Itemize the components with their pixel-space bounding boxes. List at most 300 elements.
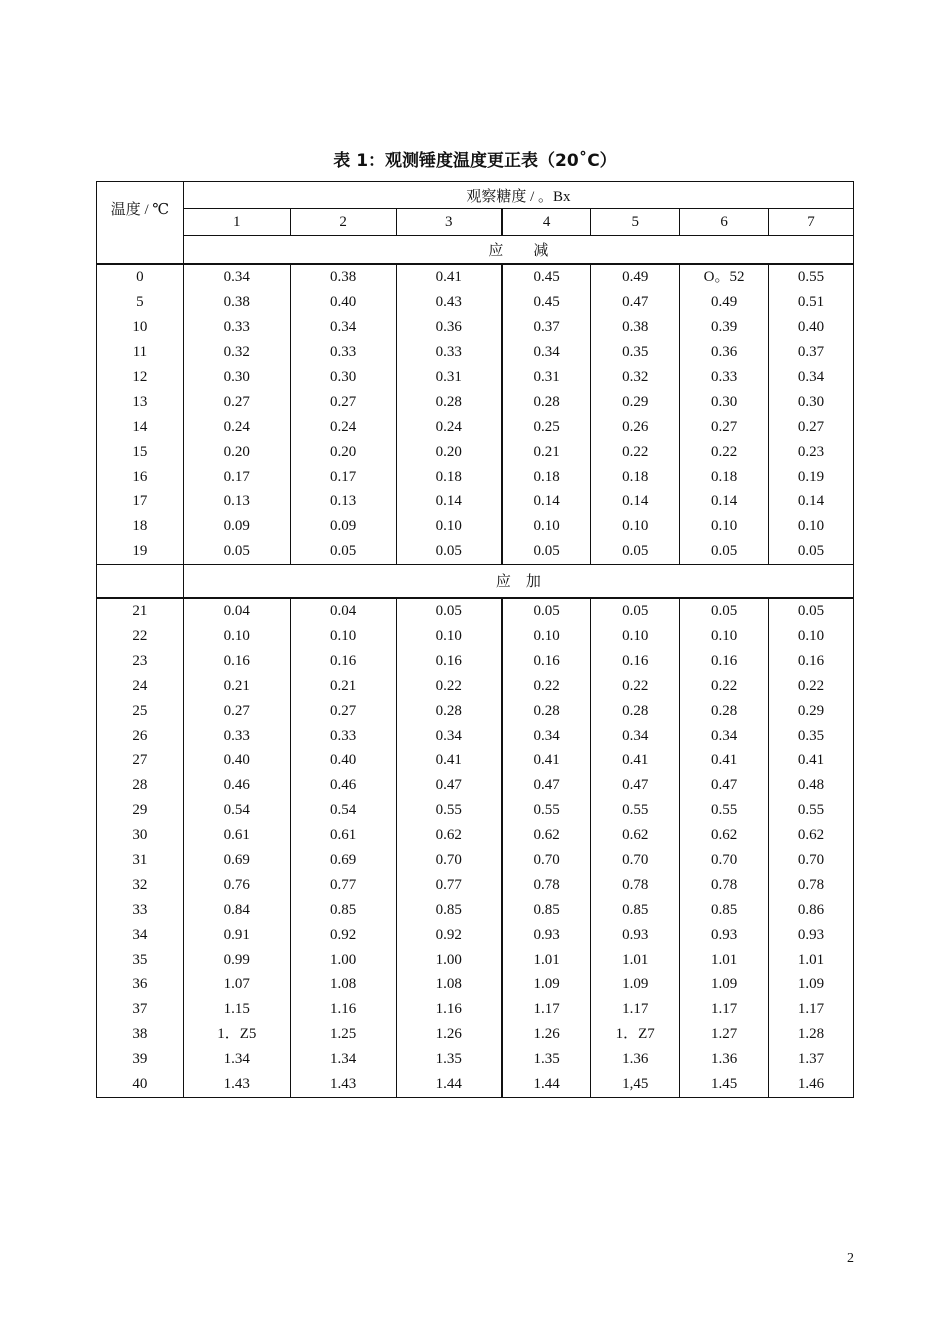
value-cell: 1.35 xyxy=(502,1047,591,1072)
value-cell: 0.70 xyxy=(396,848,502,873)
value-cell: 0.18 xyxy=(591,464,680,489)
value-cell: 1.00 xyxy=(396,947,502,972)
value-cell: 0.13 xyxy=(183,489,290,514)
section-label: 应 减 xyxy=(183,236,853,265)
value-cell: 0.31 xyxy=(502,365,591,390)
value-cell: 0.47 xyxy=(396,773,502,798)
value-cell: 1.01 xyxy=(680,947,769,972)
value-cell: 0.62 xyxy=(502,823,591,848)
value-cell: 0.62 xyxy=(591,823,680,848)
value-cell: 1.09 xyxy=(591,972,680,997)
value-cell: 0.05 xyxy=(290,539,396,564)
value-cell: 0.70 xyxy=(502,848,591,873)
value-cell: 0.05 xyxy=(769,598,854,624)
value-cell: 0.38 xyxy=(290,264,396,290)
value-cell: 0.31 xyxy=(396,365,502,390)
value-cell: 0.04 xyxy=(183,598,290,624)
value-cell: 1.34 xyxy=(290,1047,396,1072)
value-cell: 0.45 xyxy=(502,290,591,315)
value-cell: 0.21 xyxy=(502,439,591,464)
value-cell: 0.14 xyxy=(502,489,591,514)
value-cell: 0.27 xyxy=(680,414,769,439)
value-cell: 0.04 xyxy=(290,598,396,624)
value-cell: 0.35 xyxy=(769,723,854,748)
value-cell: 0.24 xyxy=(183,414,290,439)
value-cell: 1.27 xyxy=(680,1022,769,1047)
table-row xyxy=(97,365,854,390)
section-header-row xyxy=(97,564,854,598)
value-cell: 0.27 xyxy=(183,389,290,414)
value-cell: 0.17 xyxy=(183,464,290,489)
value-cell: 0.85 xyxy=(591,897,680,922)
value-cell: 1.09 xyxy=(680,972,769,997)
column-header: 4 xyxy=(502,209,591,236)
value-cell: 0.41 xyxy=(769,748,854,773)
value-cell: 0.10 xyxy=(680,514,769,539)
value-cell: 0.46 xyxy=(183,773,290,798)
value-cell: 0.34 xyxy=(769,365,854,390)
value-cell: 1.16 xyxy=(396,997,502,1022)
value-cell: 0.28 xyxy=(502,698,591,723)
temperature-cell: 24 xyxy=(97,673,184,698)
value-cell: 0.16 xyxy=(396,648,502,673)
table-row xyxy=(97,823,854,848)
value-cell: 0.69 xyxy=(290,848,396,873)
temperature-cell: 37 xyxy=(97,997,184,1022)
value-cell: 1.16 xyxy=(290,997,396,1022)
table-row xyxy=(97,598,854,624)
brix-header: 观察糖度 / 。Bx xyxy=(183,182,853,209)
value-cell: 0.70 xyxy=(769,848,854,873)
value-cell: 1.09 xyxy=(769,972,854,997)
column-header: 7 xyxy=(769,209,854,236)
value-cell: 0.49 xyxy=(680,290,769,315)
value-cell: 1.37 xyxy=(769,1047,854,1072)
value-cell: 0.55 xyxy=(769,264,854,290)
value-cell: 0.16 xyxy=(183,648,290,673)
table-row xyxy=(97,414,854,439)
value-cell: 0.10 xyxy=(502,624,591,649)
value-cell: 0.10 xyxy=(502,514,591,539)
value-cell: 0.27 xyxy=(290,698,396,723)
value-cell: 0.93 xyxy=(769,922,854,947)
value-cell: 0.78 xyxy=(680,872,769,897)
temperature-cell: 31 xyxy=(97,848,184,873)
value-cell: 0.55 xyxy=(680,798,769,823)
value-cell: 0.92 xyxy=(290,922,396,947)
value-cell: 0.84 xyxy=(183,897,290,922)
temperature-cell: 0 xyxy=(97,264,184,290)
temperature-cell: 23 xyxy=(97,648,184,673)
value-cell: 0.22 xyxy=(769,673,854,698)
value-cell: 0.34 xyxy=(290,315,396,340)
value-cell: 1.09 xyxy=(502,972,591,997)
value-cell: 0.55 xyxy=(396,798,502,823)
value-cell: 0.17 xyxy=(290,464,396,489)
table-row xyxy=(97,439,854,464)
value-cell: 0.27 xyxy=(290,389,396,414)
value-cell: 0.05 xyxy=(183,539,290,564)
value-cell: 0.41 xyxy=(396,748,502,773)
value-cell: 0.38 xyxy=(591,315,680,340)
value-cell: 0.22 xyxy=(591,673,680,698)
value-cell: 0.40 xyxy=(183,748,290,773)
value-cell: 0.78 xyxy=(591,872,680,897)
value-cell: 0.22 xyxy=(591,439,680,464)
value-cell: 0.40 xyxy=(290,748,396,773)
value-cell: 0.30 xyxy=(290,365,396,390)
value-cell: 1.08 xyxy=(396,972,502,997)
value-cell: 1.44 xyxy=(502,1072,591,1097)
value-cell: 1.17 xyxy=(769,997,854,1022)
temperature-cell: 34 xyxy=(97,922,184,947)
table-row xyxy=(97,514,854,539)
value-cell: 0.10 xyxy=(290,624,396,649)
table-row xyxy=(97,848,854,873)
value-cell: 0.43 xyxy=(396,290,502,315)
value-cell: 0.16 xyxy=(591,648,680,673)
value-cell: 0.91 xyxy=(183,922,290,947)
value-cell: O。52 xyxy=(680,264,769,290)
temperature-cell: 17 xyxy=(97,489,184,514)
value-cell: 0.20 xyxy=(396,439,502,464)
temperature-cell: 11 xyxy=(97,340,184,365)
value-cell: 0.46 xyxy=(290,773,396,798)
temperature-cell: 33 xyxy=(97,897,184,922)
table-row xyxy=(97,489,854,514)
value-cell: 0.29 xyxy=(591,389,680,414)
temperature-cell: 32 xyxy=(97,872,184,897)
value-cell: 0.14 xyxy=(680,489,769,514)
temperature-cell: 26 xyxy=(97,723,184,748)
temperature-cell: 35 xyxy=(97,947,184,972)
column-header: 5 xyxy=(591,209,680,236)
value-cell: 0.14 xyxy=(591,489,680,514)
value-cell: 0.30 xyxy=(769,389,854,414)
value-cell: 0.22 xyxy=(396,673,502,698)
section-blank-cell xyxy=(97,564,184,598)
value-cell: 0.99 xyxy=(183,947,290,972)
temperature-cell: 19 xyxy=(97,539,184,564)
header-row-top xyxy=(97,182,854,209)
value-cell: 1.46 xyxy=(769,1072,854,1097)
value-cell: 1.44 xyxy=(396,1072,502,1097)
value-cell: 0.10 xyxy=(591,624,680,649)
value-cell: 0.93 xyxy=(680,922,769,947)
value-cell: 0.26 xyxy=(591,414,680,439)
table-row xyxy=(97,972,854,997)
value-cell: 0.62 xyxy=(769,823,854,848)
value-cell: 0.14 xyxy=(396,489,502,514)
temperature-cell: 5 xyxy=(97,290,184,315)
value-cell: 1．Z5 xyxy=(183,1022,290,1047)
value-cell: 0.16 xyxy=(769,648,854,673)
value-cell: 1.36 xyxy=(680,1047,769,1072)
table-row xyxy=(97,624,854,649)
value-cell: 0.77 xyxy=(396,872,502,897)
value-cell: 0.85 xyxy=(290,897,396,922)
table-row xyxy=(97,290,854,315)
value-cell: 0.19 xyxy=(769,464,854,489)
value-cell: 1.00 xyxy=(290,947,396,972)
temperature-cell: 27 xyxy=(97,748,184,773)
value-cell: 0.78 xyxy=(769,872,854,897)
value-cell: 0.55 xyxy=(769,798,854,823)
value-cell: 0.47 xyxy=(502,773,591,798)
section-label: 应 加 xyxy=(183,564,853,598)
value-cell: 0.41 xyxy=(396,264,502,290)
value-cell: 0.41 xyxy=(680,748,769,773)
value-cell: 0.20 xyxy=(290,439,396,464)
value-cell: 0.05 xyxy=(591,539,680,564)
value-cell: 0.05 xyxy=(502,598,591,624)
value-cell: 0.47 xyxy=(680,773,769,798)
value-cell: 0.33 xyxy=(290,723,396,748)
value-cell: 1,45 xyxy=(591,1072,680,1097)
value-cell: 1.45 xyxy=(680,1072,769,1097)
column-header: 6 xyxy=(680,209,769,236)
value-cell: 0.69 xyxy=(183,848,290,873)
value-cell: 0.05 xyxy=(502,539,591,564)
value-cell: 1.17 xyxy=(591,997,680,1022)
table-row xyxy=(97,1072,854,1097)
value-cell: 0.70 xyxy=(591,848,680,873)
value-cell: 0.21 xyxy=(290,673,396,698)
temperature-cell: 14 xyxy=(97,414,184,439)
value-cell: 0.47 xyxy=(591,773,680,798)
value-cell: 0.61 xyxy=(290,823,396,848)
table-row xyxy=(97,673,854,698)
value-cell: 0.33 xyxy=(290,340,396,365)
value-cell: 1.01 xyxy=(591,947,680,972)
value-cell: 0.05 xyxy=(396,598,502,624)
value-cell: 0.18 xyxy=(680,464,769,489)
value-cell: 0.49 xyxy=(591,264,680,290)
value-cell: 0.77 xyxy=(290,872,396,897)
value-cell: 1.01 xyxy=(502,947,591,972)
temperature-cell: 13 xyxy=(97,389,184,414)
value-cell: 0.93 xyxy=(502,922,591,947)
value-cell: 1.34 xyxy=(183,1047,290,1072)
table-row xyxy=(97,947,854,972)
value-cell: 0.76 xyxy=(183,872,290,897)
value-cell: 0.27 xyxy=(769,414,854,439)
table-row xyxy=(97,264,854,290)
value-cell: 0.86 xyxy=(769,897,854,922)
value-cell: 0.25 xyxy=(502,414,591,439)
value-cell: 0.22 xyxy=(680,439,769,464)
value-cell: 0.09 xyxy=(290,514,396,539)
value-cell: 0.33 xyxy=(183,315,290,340)
value-cell: 1.01 xyxy=(769,947,854,972)
temperature-cell: 36 xyxy=(97,972,184,997)
value-cell: 0.55 xyxy=(591,798,680,823)
value-cell: 0.47 xyxy=(591,290,680,315)
value-cell: 0.61 xyxy=(183,823,290,848)
value-cell: 1.08 xyxy=(290,972,396,997)
temperature-cell: 29 xyxy=(97,798,184,823)
value-cell: 0.34 xyxy=(502,340,591,365)
value-cell: 0.33 xyxy=(396,340,502,365)
value-cell: 0.10 xyxy=(591,514,680,539)
temperature-cell: 12 xyxy=(97,365,184,390)
table-title: 表 1：观测锤度温度更正表（20˚C） xyxy=(333,151,617,171)
value-cell: 0.09 xyxy=(183,514,290,539)
table-row xyxy=(97,315,854,340)
value-cell: 0.85 xyxy=(396,897,502,922)
table-row xyxy=(97,872,854,897)
value-cell: 0.32 xyxy=(591,365,680,390)
table-row xyxy=(97,897,854,922)
temperature-cell: 18 xyxy=(97,514,184,539)
value-cell: 0.21 xyxy=(183,673,290,698)
value-cell: 1.35 xyxy=(396,1047,502,1072)
value-cell: 0.10 xyxy=(396,624,502,649)
value-cell: 0.05 xyxy=(680,539,769,564)
temperature-cell: 10 xyxy=(97,315,184,340)
value-cell: 0.54 xyxy=(183,798,290,823)
value-cell: 0.14 xyxy=(769,489,854,514)
value-cell: 0.38 xyxy=(183,290,290,315)
value-cell: 0.41 xyxy=(502,748,591,773)
table-row xyxy=(97,698,854,723)
value-cell: 0.93 xyxy=(591,922,680,947)
value-cell: 0.20 xyxy=(183,439,290,464)
page-number: 2 xyxy=(847,1251,854,1266)
temperature-cell: 15 xyxy=(97,439,184,464)
value-cell: 0.33 xyxy=(183,723,290,748)
value-cell: 1.26 xyxy=(502,1022,591,1047)
value-cell: 0.34 xyxy=(183,264,290,290)
temperature-cell: 21 xyxy=(97,598,184,624)
table-row xyxy=(97,723,854,748)
value-cell: 0.10 xyxy=(396,514,502,539)
value-cell: 1.17 xyxy=(680,997,769,1022)
value-cell: 1.28 xyxy=(769,1022,854,1047)
value-cell: 0.05 xyxy=(769,539,854,564)
value-cell: 1.15 xyxy=(183,997,290,1022)
value-cell: 0.24 xyxy=(290,414,396,439)
value-cell: 0.10 xyxy=(769,514,854,539)
value-cell: 0.78 xyxy=(502,872,591,897)
value-cell: 1.43 xyxy=(183,1072,290,1097)
value-cell: 0.30 xyxy=(680,389,769,414)
table-body xyxy=(97,182,854,1098)
value-cell: 0.40 xyxy=(769,315,854,340)
value-cell: 0.28 xyxy=(680,698,769,723)
value-cell: 1.36 xyxy=(591,1047,680,1072)
temperature-cell: 39 xyxy=(97,1047,184,1072)
value-cell: 0.55 xyxy=(502,798,591,823)
table-row xyxy=(97,464,854,489)
correction-table xyxy=(96,181,854,1098)
temperature-cell: 25 xyxy=(97,698,184,723)
table-row xyxy=(97,997,854,1022)
value-cell: 0.28 xyxy=(502,389,591,414)
section-blank-cell xyxy=(97,236,184,265)
value-cell: 0.34 xyxy=(680,723,769,748)
value-cell: 0.23 xyxy=(769,439,854,464)
value-cell: 0.34 xyxy=(591,723,680,748)
value-cell: 0.16 xyxy=(290,648,396,673)
value-cell: 0.34 xyxy=(502,723,591,748)
table-row xyxy=(97,340,854,365)
temperature-cell: 38 xyxy=(97,1022,184,1047)
value-cell: 1.43 xyxy=(290,1072,396,1097)
value-cell: 0.41 xyxy=(591,748,680,773)
value-cell: 0.29 xyxy=(769,698,854,723)
value-cell: 0.85 xyxy=(502,897,591,922)
value-cell: 0.27 xyxy=(183,698,290,723)
value-cell: 0.16 xyxy=(680,648,769,673)
value-cell: 0.16 xyxy=(502,648,591,673)
column-header: 1 xyxy=(183,209,290,236)
value-cell: 1.26 xyxy=(396,1022,502,1047)
value-cell: 0.39 xyxy=(680,315,769,340)
value-cell: 0.18 xyxy=(396,464,502,489)
value-cell: 0.28 xyxy=(396,698,502,723)
value-cell: 0.45 xyxy=(502,264,591,290)
table-row xyxy=(97,773,854,798)
value-cell: 0.30 xyxy=(183,365,290,390)
value-cell: 0.24 xyxy=(396,414,502,439)
value-cell: 0.35 xyxy=(591,340,680,365)
value-cell: 1.25 xyxy=(290,1022,396,1047)
table-row xyxy=(97,539,854,564)
value-cell: 0.40 xyxy=(290,290,396,315)
value-cell: 0.37 xyxy=(769,340,854,365)
value-cell: 0.54 xyxy=(290,798,396,823)
value-cell: 0.85 xyxy=(680,897,769,922)
value-cell: 0.36 xyxy=(680,340,769,365)
value-cell: 0.62 xyxy=(680,823,769,848)
value-cell: 0.92 xyxy=(396,922,502,947)
value-cell: 0.34 xyxy=(396,723,502,748)
temperature-cell: 28 xyxy=(97,773,184,798)
column-header: 2 xyxy=(290,209,396,236)
temperature-header: 温度 / ℃ xyxy=(97,182,184,236)
table-row xyxy=(97,1047,854,1072)
table-row xyxy=(97,1022,854,1047)
value-cell: 0.70 xyxy=(680,848,769,873)
table-row xyxy=(97,748,854,773)
value-cell: 0.22 xyxy=(680,673,769,698)
value-cell: 1.17 xyxy=(502,997,591,1022)
value-cell: 0.28 xyxy=(396,389,502,414)
value-cell: 0.05 xyxy=(680,598,769,624)
temperature-cell: 22 xyxy=(97,624,184,649)
value-cell: 0.13 xyxy=(290,489,396,514)
temperature-cell: 16 xyxy=(97,464,184,489)
value-cell: 0.05 xyxy=(396,539,502,564)
table-row xyxy=(97,648,854,673)
temperature-cell: 30 xyxy=(97,823,184,848)
value-cell: 0.62 xyxy=(396,823,502,848)
value-cell: 0.10 xyxy=(680,624,769,649)
section-header-row xyxy=(97,236,854,265)
column-header: 3 xyxy=(396,209,502,236)
value-cell: 1.07 xyxy=(183,972,290,997)
value-cell: 0.48 xyxy=(769,773,854,798)
value-cell: 0.10 xyxy=(769,624,854,649)
table-row xyxy=(97,798,854,823)
temperature-cell: 40 xyxy=(97,1072,184,1097)
header-row-columns xyxy=(97,209,854,236)
value-cell: 0.05 xyxy=(591,598,680,624)
value-cell: 0.28 xyxy=(591,698,680,723)
table-row xyxy=(97,922,854,947)
value-cell: 0.51 xyxy=(769,290,854,315)
